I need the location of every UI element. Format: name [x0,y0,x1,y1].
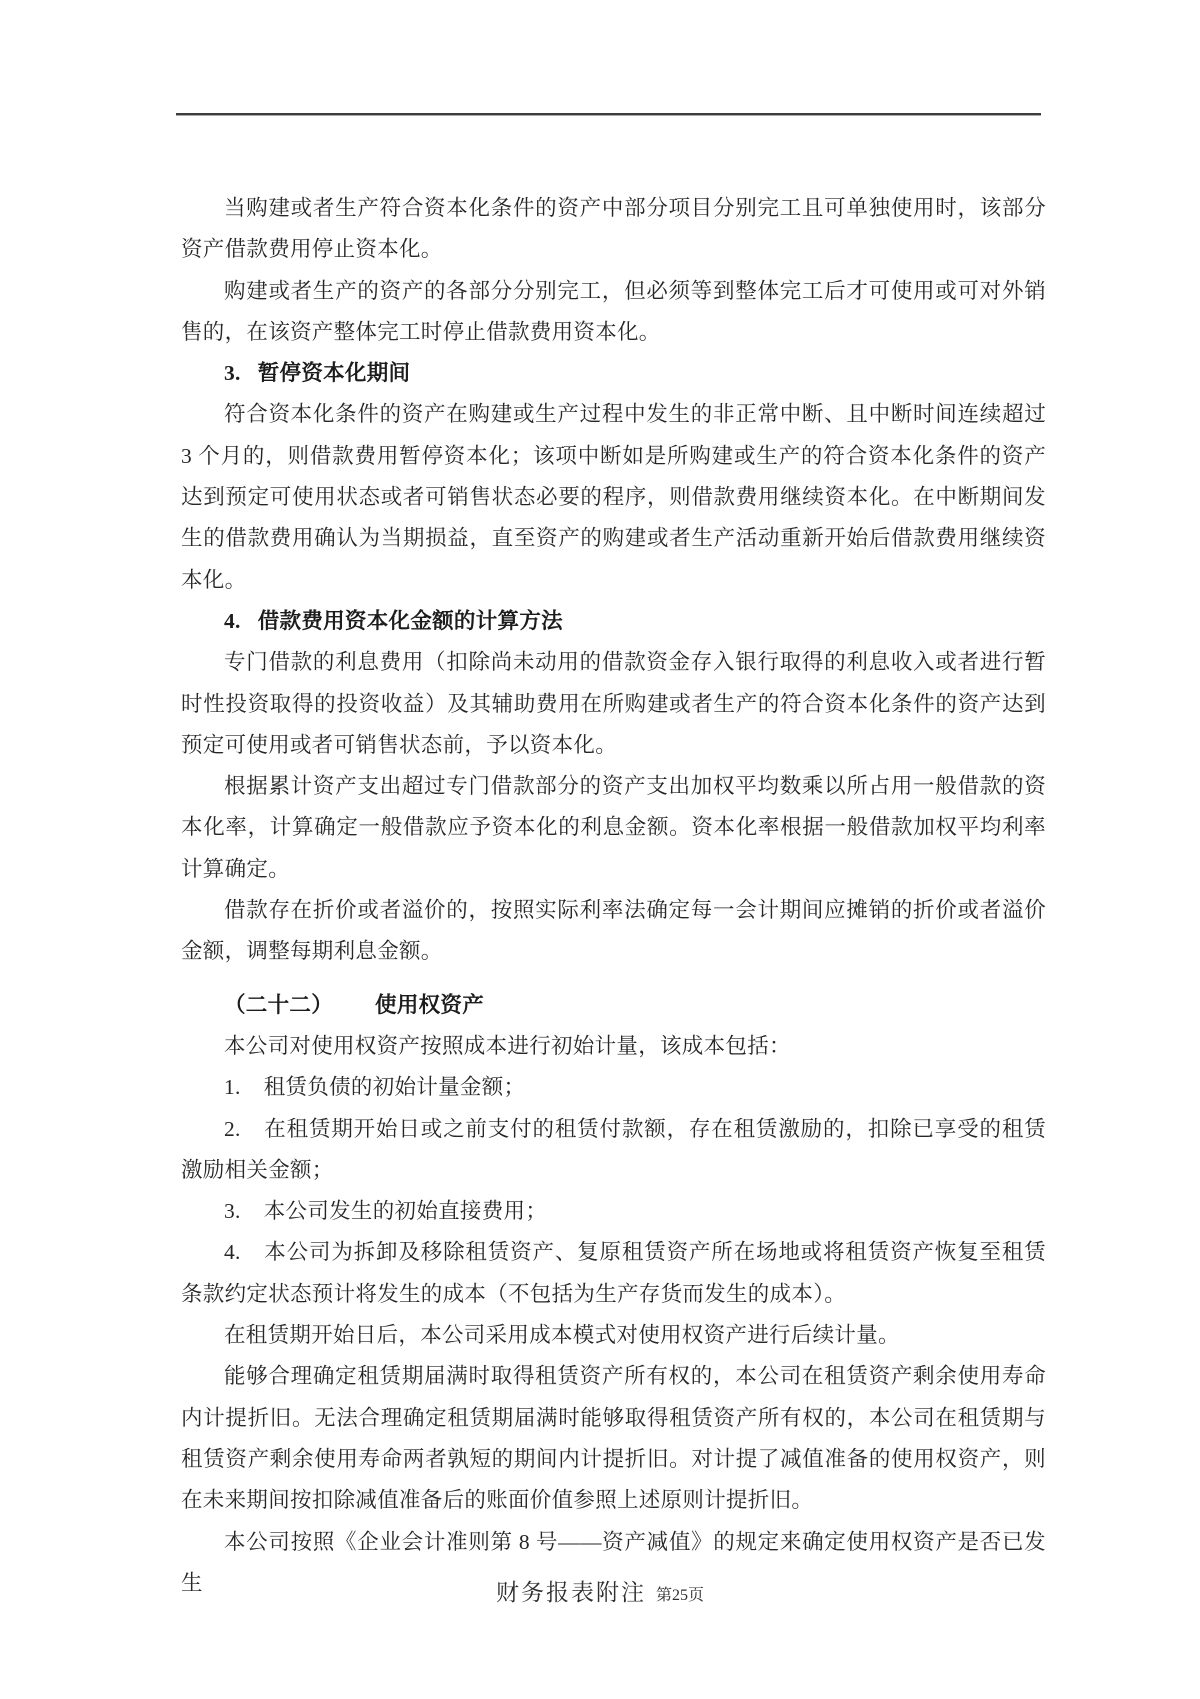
list-item-number: 4. [224,1240,241,1265]
list-item-text: 本公司发生的初始直接费用； [263,1199,548,1224]
section-number-label: （二十二） [224,992,334,1017]
heading-number: 4. [224,608,241,633]
heading-title: 借款费用资本化金额的计算方法 [257,608,563,633]
heading-number: 3. [224,361,241,386]
list-item-text: 在租赁期开始日或之前支付的租赁付款额，存在租赁激励的，扣除已享受的租赁激励相关金额； [181,1116,1046,1182]
paragraph-partial-completion: 当购建或者生产符合资本化条件的资产中部分项目分别完工且可单独使用时，该部分资产借款费用停止资本化。 [181,196,1046,262]
paragraph-discount-premium: 借款存在折价或者溢价的，按照实际利率法确定每一会计期间应摊销的折价或者溢价金额，调整每期利息金额。 [181,898,1046,964]
section-heading-right-of-use-assets [181,985,1046,1026]
list-item-number: 3. [224,1199,241,1224]
list-item-1 [181,1067,1046,1108]
heading-capitalization-amount-method [181,601,1046,642]
paragraph-impairment-reference: 本公司按照《企业会计准则第 8 号——资产减值》的规定来确定使用权资产是否已发生 [181,1529,1046,1595]
list-item-3 [181,1191,1046,1232]
paragraph-general-borrowings: 根据累计资产支出超过专门借款部分的资产支出加权平均数乘以所占用一般借款的资本化率，计算确定一般借款应予资本化的利息金额。资本化率根据一般借款加权平均利率计算确定。 [181,774,1046,881]
paragraph-whole-completion: 购建或者生产的资产的各部分分别完工，但必须等到整体完工后才可使用或可对外销售的，在该资产整体完工时停止借款费用资本化。 [181,278,1046,344]
list-item-number: 1. [224,1075,241,1100]
paragraph-depreciation-policy: 能够合理确定租赁期届满时取得租赁资产所有权的，本公司在租赁资产剩余使用寿命内计提折旧。无法合理确定租赁期届满时能够取得租赁资产所有权的，本公司在租赁期与租赁资产剩余使用寿命两者孰短的期间内计提折旧。对计提了减值准备的使用权资产，则在未来期间按扣除减值准备后的账面价值参照上述原则计提折旧。 [181,1364,1046,1513]
paragraph-subsequent-measurement: 在租赁期开始日后，本公司采用成本模式对使用权资产进行后续计量。 [224,1323,900,1348]
list-item-text: 租赁负债的初始计量金额； [263,1075,526,1100]
list-item-number: 2. [224,1116,241,1141]
footer-title: 财务报表附注 [495,1580,646,1605]
list-item-2 [181,1109,1046,1192]
header-rule [176,113,1041,116]
list-item-4 [181,1232,1046,1315]
heading-title: 暂停资本化期间 [257,361,411,386]
paragraph-suspension-details: 符合资本化条件的资产在购建或生产过程中发生的非正常中断、且中断时间连续超过 3 个月的，则借款费用暂停资本化；该项中断如是所购建或生产的符合资本化条件的资产达到预定可使用状态或者可销售状态必要的程序，则借款费用继续资本化。在中断期间发生的借款费用确认为当期损益，直至资产的购建或者生产活动重新开始后借款费用继续资本化。 [181,402,1046,592]
section-title: 使用权资产 [375,992,485,1017]
footer-page-number: 第25页 [655,1587,704,1604]
paragraph-specific-borrowings: 专门借款的利息费用（扣除尚未动用的借款资金存入银行取得的利息收入或者进行暂时性投资取得的投资收益）及其辅助费用在所购建或者生产的符合资本化条件的资产达到预定可使用或者可销售状态前，予以资本化。 [181,650,1046,757]
paragraph-initial-measurement: 本公司对使用权资产按照成本进行初始计量，该成本包括： [224,1033,791,1058]
list-item-text: 本公司为拆卸及移除租赁资产、复原租赁资产所在场地或将租赁资产恢复至租赁条款约定状态预计将发生的成本（不包括为生产存货而发生的成本）。 [181,1240,1046,1306]
heading-suspension-of-capitalization [181,353,1046,394]
page-footer [0,1574,1200,1607]
document-body [181,188,1046,1604]
